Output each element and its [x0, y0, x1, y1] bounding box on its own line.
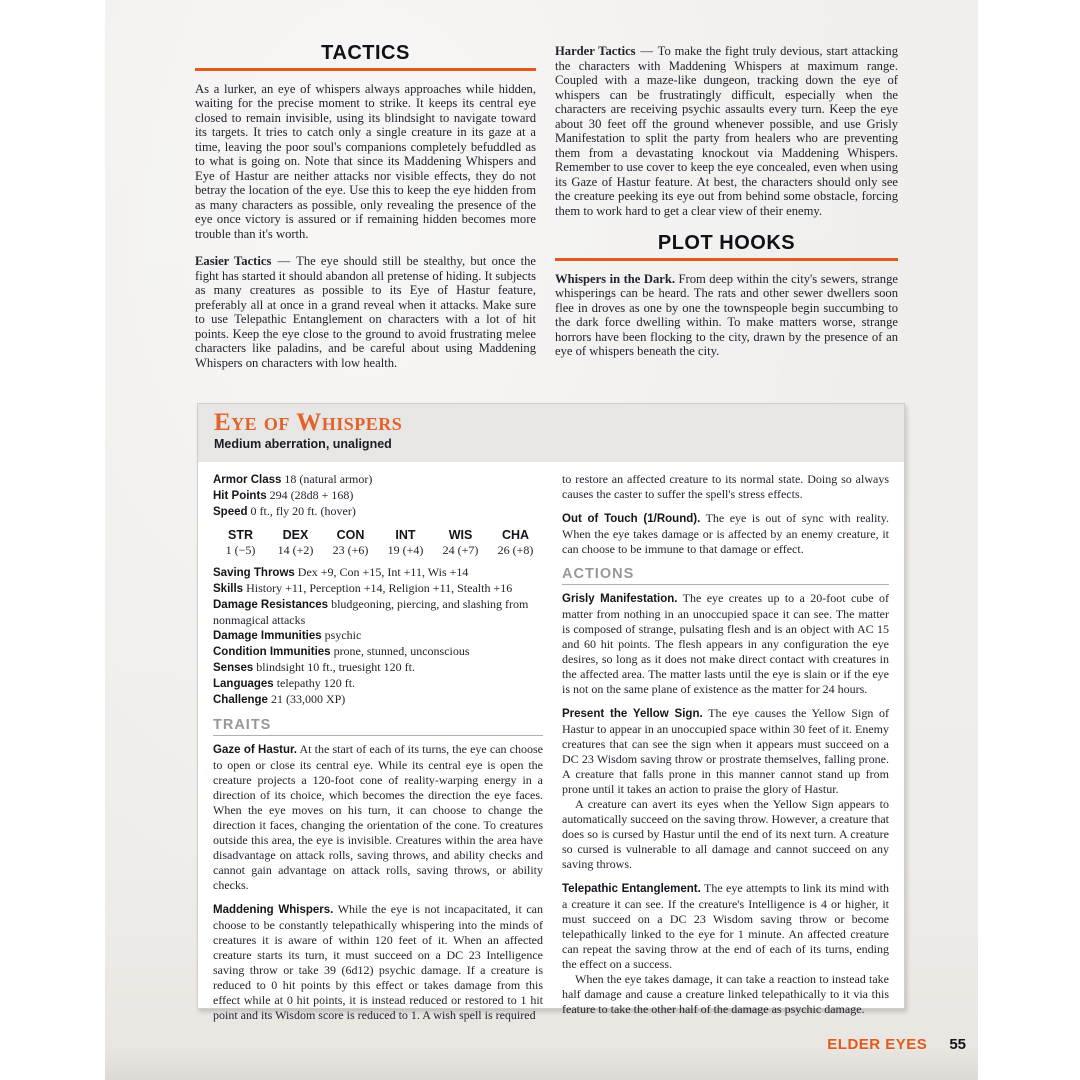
easier-tactics-label: Easier Tactics — [195, 254, 272, 268]
monster-stat-block — [197, 403, 905, 1022]
tactics-heading: TACTICS — [321, 42, 410, 64]
speed-line: Speed 0 ft., fly 20 ft. (hover) — [213, 504, 356, 518]
trait-out-of-touch: Out of Touch (1/Round). The eye is out of sync with reality. When the eye takes damage or is affected by an enemy creature, it can choose to be immune to that damage or effect. — [562, 511, 889, 556]
ability-dex: DEX 14 (+2) — [277, 528, 314, 557]
action-telepathic-entanglement: Telepathic Entanglement. The eye attempts to link its mind with a creature it can see. If the creature's Intelligence is 4 or higher, it must succeed on a DC 23 Wisdom saving throw or become telepathically linked to the eye for 1 minute. An affected creature can repeat the saving throw at the end of each of its turns, ending the effect on a success. — [562, 881, 889, 971]
book-title: ELDER EYES — [827, 1036, 928, 1053]
damage-immunities-line: Damage Immunities psychic — [213, 628, 362, 642]
ability-str: STR 1 (−5) — [225, 528, 256, 557]
ability-int: INT 19 (+4) — [387, 528, 424, 557]
page-number: 55 — [949, 1036, 966, 1053]
plot-hook-label: Whispers in the Dark. — [555, 271, 676, 286]
saving-throws-line: Saving Throws Dex +9, Con +15, Int +11, Wis +14 — [213, 565, 469, 579]
traits-heading: TRAITS — [213, 717, 272, 733]
actions-heading-rule — [562, 567, 889, 585]
senses-line: Senses blindsight 10 ft., truesight 120 ft. — [213, 660, 415, 674]
tactics-intro-paragraph: As a lurker, an eye of whispers always approaches while hidden, waiting for the precise moment to strike. It keeps its central eye closed to remain invisible, using its blindsight to navigate toward its targets. It tries to catch only a single creature in its gaze at a time, leaving the poor soul's companions completely befuddled as to what is going on. Note that since its Maddening Whispers and Eye of Hastur are neither attacks nor visible effects, they do not betray the location of the eye. Use this to keep the eye hidden from as many characters as possible, only revealing the presence of the eye once victory is assured or if remaining hidden becomes more trouble than it's worth. — [195, 81, 536, 241]
stat-block-right-column — [562, 472, 889, 1032]
harder-tactics-label: Harder Tactics — [555, 44, 636, 58]
plot-hooks-heading-rule — [555, 258, 898, 261]
monster-name: Eye of Whispers — [214, 409, 403, 436]
hit-points-line: Hit Points 294 (28d8 + 168) — [213, 488, 354, 502]
book-page — [105, 0, 978, 1080]
damage-resistances-line: Damage Resistances bludgeoning, piercing, and slashing from nonmagical attacks — [213, 597, 529, 627]
languages-line: Languages telepathy 120 ft. — [213, 676, 356, 690]
ability-con: CON 23 (+6) — [332, 528, 369, 557]
stat-block-columns — [198, 462, 904, 1032]
skills-line: Skills History +11, Perception +14, Religion +11, Stealth +16 — [213, 581, 513, 595]
article-left-column — [195, 42, 536, 383]
challenge-line: Challenge 21 (33,000 XP) — [213, 692, 346, 706]
stat-block-left-column — [213, 472, 543, 1032]
maddening-whispers-continuation: to restore an affected creature to its normal state. Doing so always causes the caster to suffer the spell's stress effects. — [562, 472, 889, 501]
condition-immunities-line: Condition Immunities prone, stunned, unconscious — [213, 644, 470, 658]
action-telepathic-entanglement-continued: When the eye takes damage, it can take a reaction to instead take half damage and cause a creature linked telepathically to it via this feature to take the other half of the damage as psychic damage. — [562, 972, 889, 1016]
stat-block-header — [198, 404, 904, 462]
trait-maddening-whispers: Maddening Whispers. While the eye is not incapacitated, it can choose to be constantly telepathically whispering into the minds of creatures it is aware of within 120 feet of it. When an affected creature starts its turn, it must succeed on a DC 23 Intelligence saving throw or take 39 (6d12) psychic damage. If a creature is reduced to 0 hit points by this effect or takes damage from this effect while at 0 hit points, it is instead reduced or restored to 1 hit point and its Wisdom score is reduced to 1. A wish spell is required — [213, 902, 543, 1022]
tactics-heading-rule — [195, 68, 536, 71]
ability-wis: WIS 24 (+7) — [442, 528, 479, 557]
action-present-the-yellow-sign: Present the Yellow Sign. The eye causes the Yellow Sign of Hastur to appear in an unoccupied space within 30 feet of it. Enemy creatures that can see the sign when it appears must succeed on a DC 23 Wisdom saving throw or prostrate themselves, falling prone. A creature that falls prone in this manner cannot stand up from prone until it takes an action to praise the glory of Hastur. — [562, 706, 889, 796]
ability-scores-table — [213, 528, 543, 558]
plot-hook-paragraph: Whispers in the Dark. From deep within the city's sewers, strange whisperings can be heard. The rats and other sewer dwellers soon flee in droves as one by one the townspeople begin succumbing to the dark force dwelling within. To make matters worse, strange horrors have been flocking to the city, drawn by the presence of an eye of whispers beneath the city. — [555, 271, 898, 358]
plot-hooks-heading: PLOT HOOKS — [657, 232, 796, 254]
action-present-the-yellow-sign-continued: A creature can avert its eyes when the Yellow Sign appears to automatically succeed on the saving throw. However, a creature that does so is cursed by Hastur until the end of its next turn. A creature so cursed is vulnerable to all damage and cannot succeed on any saving throws. — [562, 797, 889, 871]
traits-heading-rule — [213, 718, 543, 736]
monster-type-alignment: Medium aberration, unaligned — [214, 437, 392, 451]
page-footer — [827, 1036, 966, 1053]
ability-cha: CHA 26 (+8) — [497, 528, 534, 557]
harder-tactics-paragraph: Harder Tactics — To make the fight truly devious, start attacking the characters with Maddening Whispers at maximum range. Coupled with a maze-like dungeon, tracking down the eye of whispers can be frustratingly difficult, especially when the characters are receiving psychic assaults every turn. Keep the eye about 30 feet off the ground whenever possible, and use Grisly Manifestation to split the party from healers who are preventing them from a devastating knockout via Maddening Whispers. Remember to use cover to keep the eye concealed, even when using its Gaze of Hastur feature. At best, the characters should only see the creature peeking its eye out from behind some obstacle, forcing them to work hard to get a clear view of their enemy. — [555, 44, 899, 218]
actions-heading: ACTIONS — [562, 566, 635, 582]
action-grisly-manifestation: Grisly Manifestation. The eye creates up to a 20-foot cube of matter from nothing in an unoccupied space it can see. The matter is composed of strange, pulsating flesh and is an object with AC 15 and 60 hit points. The flesh appears in any configuration the eye desires, so long as it does not make direct contact with creatures in the affected area. The matter lasts until the eye is slain or if the eye is not on the same plane of existence as the matter for 24 hours. — [562, 591, 889, 696]
armor-class-line: Armor Class 18 (natural armor) — [213, 472, 373, 486]
article-right-column — [555, 44, 898, 372]
easier-tactics-paragraph: Easier Tactics — The eye should still be stealthy, but once the fight has started it should abandon all pretense of hiding. It subjects as many creatures as possible to its Eye of Hastur feature, preferably all at once in a grand reveal when it attacks. Make sure to use Telepathic Entanglement on characters with a lot of hit points. Keep the eye close to the ground to avoid frustrating melee characters like paladins, and be careful about using Maddening Whispers on characters with low health. — [195, 254, 536, 370]
trait-gaze-of-hastur: Gaze of Hastur. At the start of each of its turns, the eye can choose to open or close its central eye. While its central eye is open the creature projects a 120-foot cone of reality-warping energy in a direction of its choice, which becomes the direction the eye faces. When the eye moves on his turn, it can choose to change the direction it faces, changing the orientation of the cone. To creatures outside this area, the eye is invisible. Creatures within the area have disadvantage on attack rolls, saving throws, and ability checks and cannot gain advantage on attack rolls, saving throws, or ability checks. — [213, 742, 543, 892]
